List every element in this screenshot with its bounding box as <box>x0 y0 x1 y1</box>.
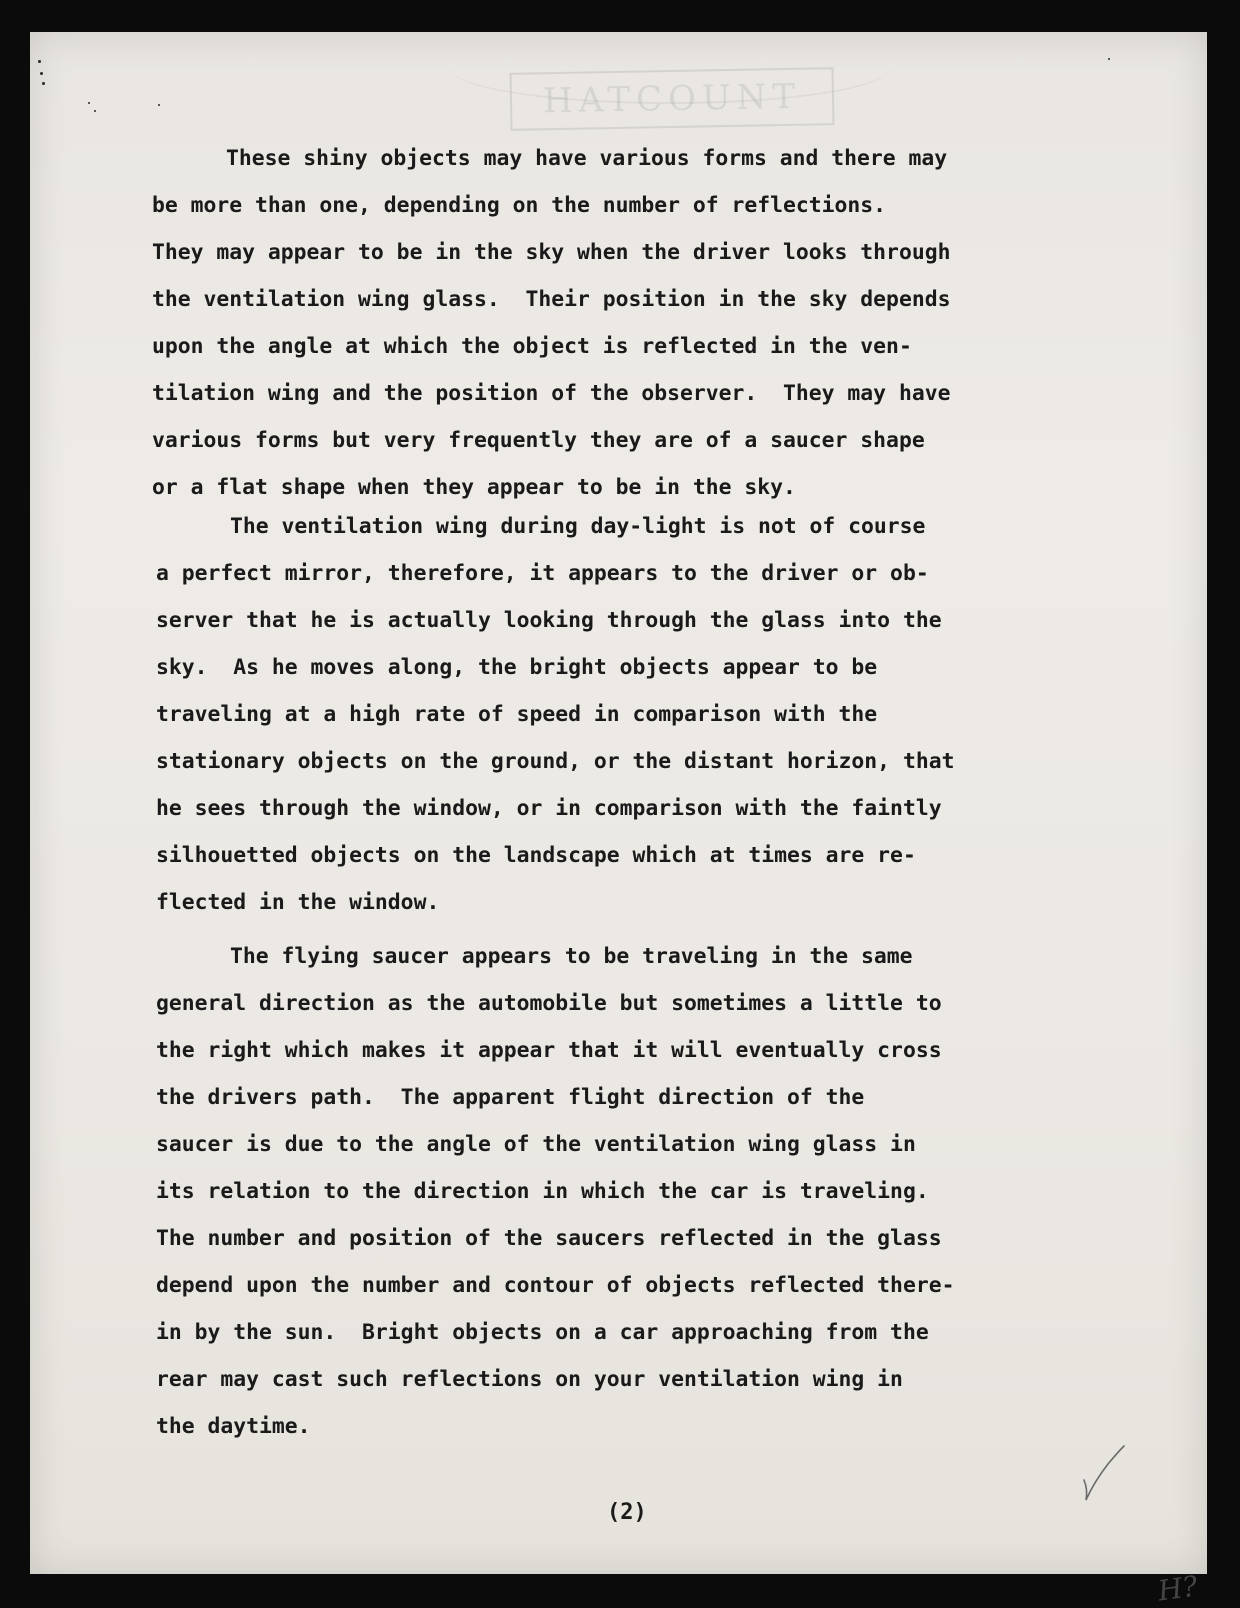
handwritten-initials: H? <box>1155 1569 1200 1608</box>
text-line: The flying saucer appears to be traveling in the same <box>230 944 913 969</box>
speck <box>94 110 96 112</box>
faint-stamp: HATCOUNT <box>510 67 835 131</box>
text-line: stationary objects on the ground, or the distant horizon, that <box>156 749 955 774</box>
text-line: traveling at a high rate of speed in comparison with the <box>156 702 878 727</box>
document-page <box>30 32 1207 1608</box>
speck <box>158 104 160 106</box>
text-line: saucer is due to the angle of the ventilation wing glass in <box>156 1132 916 1157</box>
text-line: be more than one, depending on the number of reflections. <box>152 193 887 218</box>
text-line: a perfect mirror, therefore, it appears to the driver or ob- <box>156 561 929 586</box>
text-line: the daytime. <box>156 1414 311 1439</box>
text-line: the drivers path. The apparent flight direction of the <box>156 1085 865 1110</box>
speck <box>88 102 90 104</box>
text-line: These shiny objects may have various forms and there may <box>226 146 948 171</box>
text-line: depend upon the number and contour of objects reflected there- <box>156 1273 955 1298</box>
text-line: flected in the window. <box>156 890 440 915</box>
text-line: rear may cast such reflections on your ventilation wing in <box>156 1367 903 1392</box>
text-line: sky. As he moves along, the bright objects appear to be <box>156 655 878 680</box>
text-line: the ventilation wing glass. Their position in the sky depends <box>152 287 951 312</box>
handwritten-checkmark-icon <box>1080 1442 1140 1512</box>
text-line: various forms but very frequently they are of a saucer shape <box>152 428 925 453</box>
speck <box>40 72 43 75</box>
text-line: he sees through the window, or in comparison with the faintly <box>156 796 942 821</box>
text-line: The number and position of the saucers reflected in the glass <box>156 1226 942 1251</box>
text-line: silhouetted objects on the landscape which at times are re- <box>156 843 916 868</box>
text-line: The ventilation wing during day-light is not of course <box>230 514 926 539</box>
text-line: upon the angle at which the object is reflected in the ven- <box>152 334 912 359</box>
text-line: its relation to the direction in which the car is traveling. <box>156 1179 929 1204</box>
page-number: (2) <box>607 1500 647 1525</box>
text-line: They may appear to be in the sky when the driver looks through <box>152 240 951 265</box>
text-line: or a flat shape when they appear to be in the sky. <box>152 475 796 500</box>
text-line: tilation wing and the position of the observer. They may have <box>152 381 951 406</box>
text-line: in by the sun. Bright objects on a car approaching from the <box>156 1320 929 1345</box>
text-line: the right which makes it appear that it will eventually cross <box>156 1038 942 1063</box>
text-line: server that he is actually looking through the glass into the <box>156 608 942 633</box>
speck <box>42 82 45 85</box>
speck <box>1108 58 1110 60</box>
text-line: general direction as the automobile but sometimes a little to <box>156 991 942 1016</box>
speck <box>38 60 41 63</box>
